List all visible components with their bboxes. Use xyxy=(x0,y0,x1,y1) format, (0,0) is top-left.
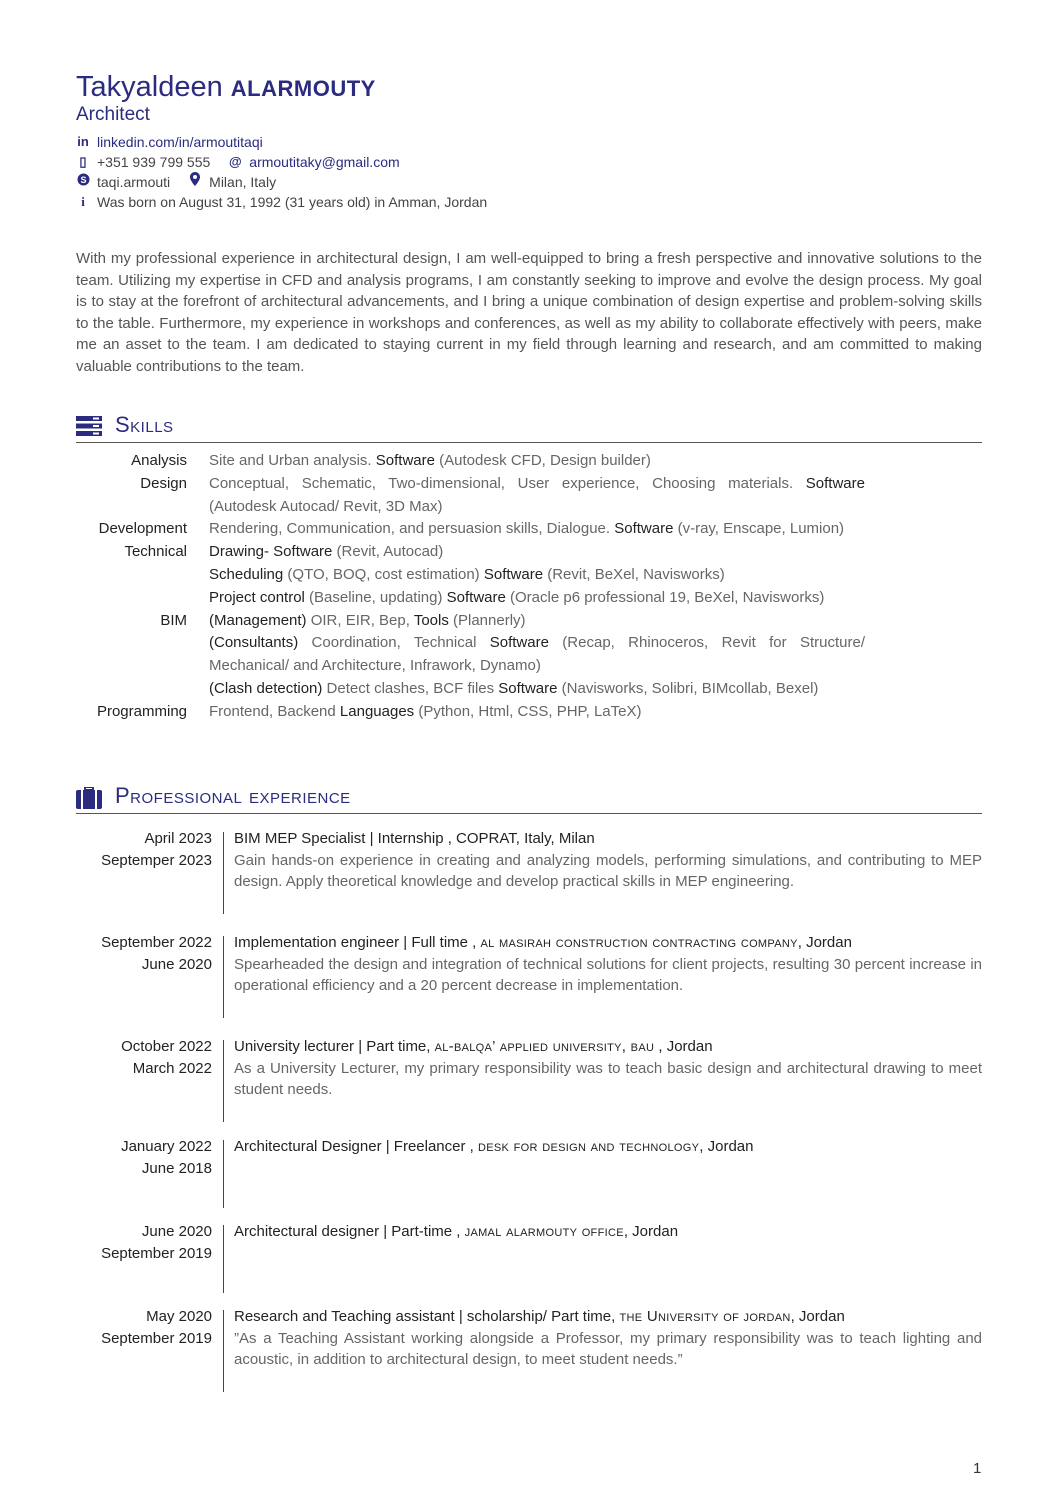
date-start: Septemper 2023 xyxy=(101,851,212,869)
timeline-divider xyxy=(223,1225,224,1293)
role-location: , Jordan xyxy=(797,934,852,951)
skill-row xyxy=(76,701,982,724)
role-location: , Jordan xyxy=(623,1223,679,1240)
skill-row xyxy=(76,473,982,519)
date-end: September 2022 xyxy=(101,934,212,951)
mobile-phone-icon: ▯ xyxy=(79,154,87,169)
experience-role xyxy=(234,1036,982,1058)
skill-text: (Autodesk Autocad/ Revit, 3D Max) xyxy=(209,497,443,515)
skill-text: (QTO, BOQ, cost estimation) xyxy=(283,565,484,583)
location: Milan, Italy xyxy=(209,174,277,190)
skill-description xyxy=(209,450,865,473)
date-end: October 2022 xyxy=(121,1038,212,1055)
timeline-divider xyxy=(223,936,224,1018)
timeline-divider xyxy=(223,832,224,914)
role-title: Architectural designer | Part-time , xyxy=(234,1223,465,1240)
skill-row xyxy=(76,450,982,473)
skill-keyword: Software xyxy=(805,474,865,492)
skill-text: Frontend, Backend xyxy=(209,702,340,720)
professional-summary: With my professional experience in architectural design, I am well-equipped to bring a fresh perspective and innovative solutions to the team. Utilizing my expertise in CFD and analysis programs, I am constantly seeking to improve and evolve the design process. My goal is to stay at the forefront of architectural advancements, and I bring a unique combination of design expertise and problem-solving skills to the table. Furthermore, my experience in workshops and conferences, as well as my ability to collaborate effectively with peers, make me an asset to the team. I am dedicated to staying current in my field through learning and research, and am committed to making valuable contributions to the team. xyxy=(76,250,982,375)
date-end: April 2023 xyxy=(144,830,212,847)
date-start: June 2018 xyxy=(141,1159,212,1177)
experience-description: Spearheaded the design and integration of technical solutions for client projects, resulting 30 percent increase in operational efficiency and a 20 percent decrease in implementation. xyxy=(234,955,982,995)
skill-category: Design xyxy=(140,474,187,492)
organization: al-balqa’ applied university, bau xyxy=(434,1038,655,1055)
skill-text: (Autodesk CFD, Design builder) xyxy=(434,452,651,469)
server-stack-icon xyxy=(76,416,102,436)
skill-row xyxy=(76,610,982,633)
candidate-name xyxy=(76,70,982,106)
last-name: ALARMOUTY xyxy=(230,76,376,101)
experience-content xyxy=(234,932,982,997)
skill-description xyxy=(209,564,865,587)
skill-keyword: Software xyxy=(375,452,435,469)
experience-dates xyxy=(76,828,212,871)
timeline-divider xyxy=(223,1140,224,1208)
skill-keyword: (Clash detection) xyxy=(209,679,323,697)
skills-title: Skills xyxy=(115,412,174,437)
skill-category xyxy=(76,587,187,610)
skill-category: Analysis xyxy=(131,452,187,469)
organization: the University of jordan xyxy=(619,1308,791,1325)
skill-text: (Plannerly) xyxy=(448,611,526,629)
role-location: , Jordan xyxy=(790,1308,845,1325)
skill-row xyxy=(76,678,982,701)
skill-row xyxy=(76,541,982,564)
experience-role xyxy=(234,1221,982,1243)
skill-text: Site and Urban analysis. xyxy=(209,452,376,469)
skill-keyword: Software xyxy=(489,634,549,652)
skill-category: BIM xyxy=(160,611,187,629)
skill-category xyxy=(76,564,187,587)
skill-category: Development xyxy=(98,520,187,538)
first-name: Takyaldeen xyxy=(76,71,223,103)
skill-description xyxy=(209,678,865,701)
skill-text: (Oracle p6 professional 19, BeXel, Navisworks) xyxy=(505,588,825,606)
experience-description: ”As a Teaching Assistant working alongside a Professor, my primary responsibility was to teach lighting and acoustic, in addition to architectural design, to meet student needs.” xyxy=(234,1329,982,1369)
experience-content xyxy=(234,1036,982,1101)
skill-keyword: Tools xyxy=(413,611,449,629)
page-number: 1 xyxy=(973,1460,982,1477)
experience-content xyxy=(234,1306,982,1371)
role-title: Research and Teaching assistant | scholarship/ Part time, xyxy=(234,1308,620,1325)
skill-description xyxy=(209,518,865,541)
experience-description: As a University Lecturer, my primary responsibility was to teach basic design and architectural drawing to meet student needs. xyxy=(234,1059,982,1099)
skills-heading xyxy=(76,412,982,443)
skill-row xyxy=(76,564,982,587)
briefcase-icon xyxy=(76,787,102,807)
skill-description xyxy=(209,632,865,678)
organization: al masirah construction contracting company xyxy=(480,934,798,951)
skill-text: (Revit, Autocad) xyxy=(332,543,444,561)
skill-keyword: Software xyxy=(498,679,558,697)
experience-content xyxy=(234,828,982,893)
phone-email-row xyxy=(76,152,982,172)
skill-description xyxy=(209,610,865,633)
skills-list xyxy=(76,450,982,724)
skill-category: Technical xyxy=(124,543,187,561)
skill-text: (Python, Html, CSS, PHP, LaTeX) xyxy=(414,702,642,720)
organization: jamal alarmouty office xyxy=(464,1223,624,1240)
skill-text: (Baseline, updating) xyxy=(304,588,447,606)
map-marker-icon xyxy=(188,172,202,192)
skill-row xyxy=(76,587,982,610)
date-end: May 2020 xyxy=(146,1308,212,1325)
resume-page xyxy=(76,70,982,1369)
email-link[interactable]: armoutitaky@gmail.com xyxy=(249,154,400,170)
date-end: January 2022 xyxy=(121,1138,212,1155)
experience-heading xyxy=(76,783,982,814)
contact-info xyxy=(76,132,982,212)
birth-row xyxy=(76,192,982,212)
linkedin-row xyxy=(76,132,982,152)
skill-keyword: (Management) xyxy=(209,611,307,629)
skill-text: (Recap, Rhinoceros, Revit for Structure/ Mechanical/ and Architecture, Infrawork, Dynamo) xyxy=(209,634,865,675)
skype-icon xyxy=(76,172,90,192)
date-start: September 2019 xyxy=(101,1329,212,1347)
timeline-divider xyxy=(223,1310,224,1392)
skill-text: OIR, EIR, Bep, xyxy=(306,611,414,629)
skill-text: (v-ray, Enscape, Lumion) xyxy=(673,520,845,538)
date-end: June 2020 xyxy=(141,1223,212,1240)
date-start: June 2020 xyxy=(141,955,212,973)
skill-keyword: Project control xyxy=(209,588,305,606)
skill-text: Coordination, Technical xyxy=(298,634,490,652)
organization: desk for design and technology xyxy=(478,1138,700,1155)
experience-dates xyxy=(76,1306,212,1349)
skill-text: (Navisworks, Solibri, BIMcollab, Bexel) xyxy=(557,679,819,697)
skill-keyword: Software xyxy=(446,588,506,606)
skill-category xyxy=(76,632,187,678)
date-start: March 2022 xyxy=(132,1059,212,1077)
info-icon: i xyxy=(81,194,85,209)
skill-description xyxy=(209,587,865,610)
skill-text: Detect clashes, BCF files xyxy=(322,679,499,697)
phone-number: +351 939 799 555 xyxy=(97,154,211,170)
role-location: , Jordan xyxy=(699,1138,754,1155)
skill-description xyxy=(209,473,865,519)
skill-keyword: Software xyxy=(483,565,544,583)
timeline-divider xyxy=(223,1040,224,1122)
experience-dates xyxy=(76,1221,212,1264)
experience-role xyxy=(234,1306,982,1328)
experience-dates xyxy=(76,1036,212,1079)
birth-info: Was born on August 31, 1992 (31 years old) in Amman, Jordan xyxy=(97,194,488,210)
skype-location-row xyxy=(76,172,982,192)
skill-keyword: Scheduling xyxy=(209,565,284,583)
skill-keyword: Drawing- Software xyxy=(209,543,333,561)
experience-content xyxy=(234,1136,982,1158)
skill-text: (Revit, BeXel, Navisworks) xyxy=(543,565,725,583)
skill-row xyxy=(76,518,982,541)
skype-handle: taqi.armouti xyxy=(97,174,171,190)
skill-category xyxy=(76,678,187,701)
role-title: Implementation engineer | Full time , xyxy=(234,934,481,951)
svg-text:S: S xyxy=(79,175,87,185)
role-location: , Jordan xyxy=(654,1038,713,1055)
experience-role xyxy=(234,828,982,850)
linkedin-link[interactable]: linkedin.com/in/armoutitaqi xyxy=(97,134,263,150)
skill-row xyxy=(76,632,982,678)
experience-description: Gain hands-on experience in creating and analyzing models, performing simulations, and contributing to MEP design. Apply theoretical knowledge and develop practical skills in MEP engineering. xyxy=(234,851,982,891)
experience-title: Professional experience xyxy=(115,783,351,808)
role-title: Architectural Designer | Freelancer , xyxy=(234,1138,478,1155)
skill-text: Rendering, Communication, and persuasion skills, Dialogue. xyxy=(209,520,615,538)
experience-role xyxy=(234,1136,982,1158)
job-title: Architect xyxy=(76,104,150,125)
experience-dates xyxy=(76,1136,212,1179)
experience-content xyxy=(234,1221,982,1243)
experience-role xyxy=(234,932,982,954)
skill-description xyxy=(209,541,865,564)
skill-keyword: Software xyxy=(614,520,674,538)
skill-keyword: (Consultants) xyxy=(209,634,299,652)
skill-description xyxy=(209,701,865,724)
role-title: BIM MEP Specialist | Internship , COPRAT, Italy, Milan xyxy=(234,830,595,847)
role-title: University lecturer | Part time, xyxy=(234,1038,435,1055)
linkedin-icon: in xyxy=(77,134,89,149)
skill-category: Programming xyxy=(96,702,187,720)
skill-keyword: Languages xyxy=(339,702,415,720)
date-start: September 2019 xyxy=(101,1244,212,1262)
at-icon: @ xyxy=(228,154,242,169)
experience-dates xyxy=(76,932,212,975)
skill-text: Conceptual, Schematic, Two-dimensional, User experience, Choosing materials. xyxy=(209,474,806,492)
